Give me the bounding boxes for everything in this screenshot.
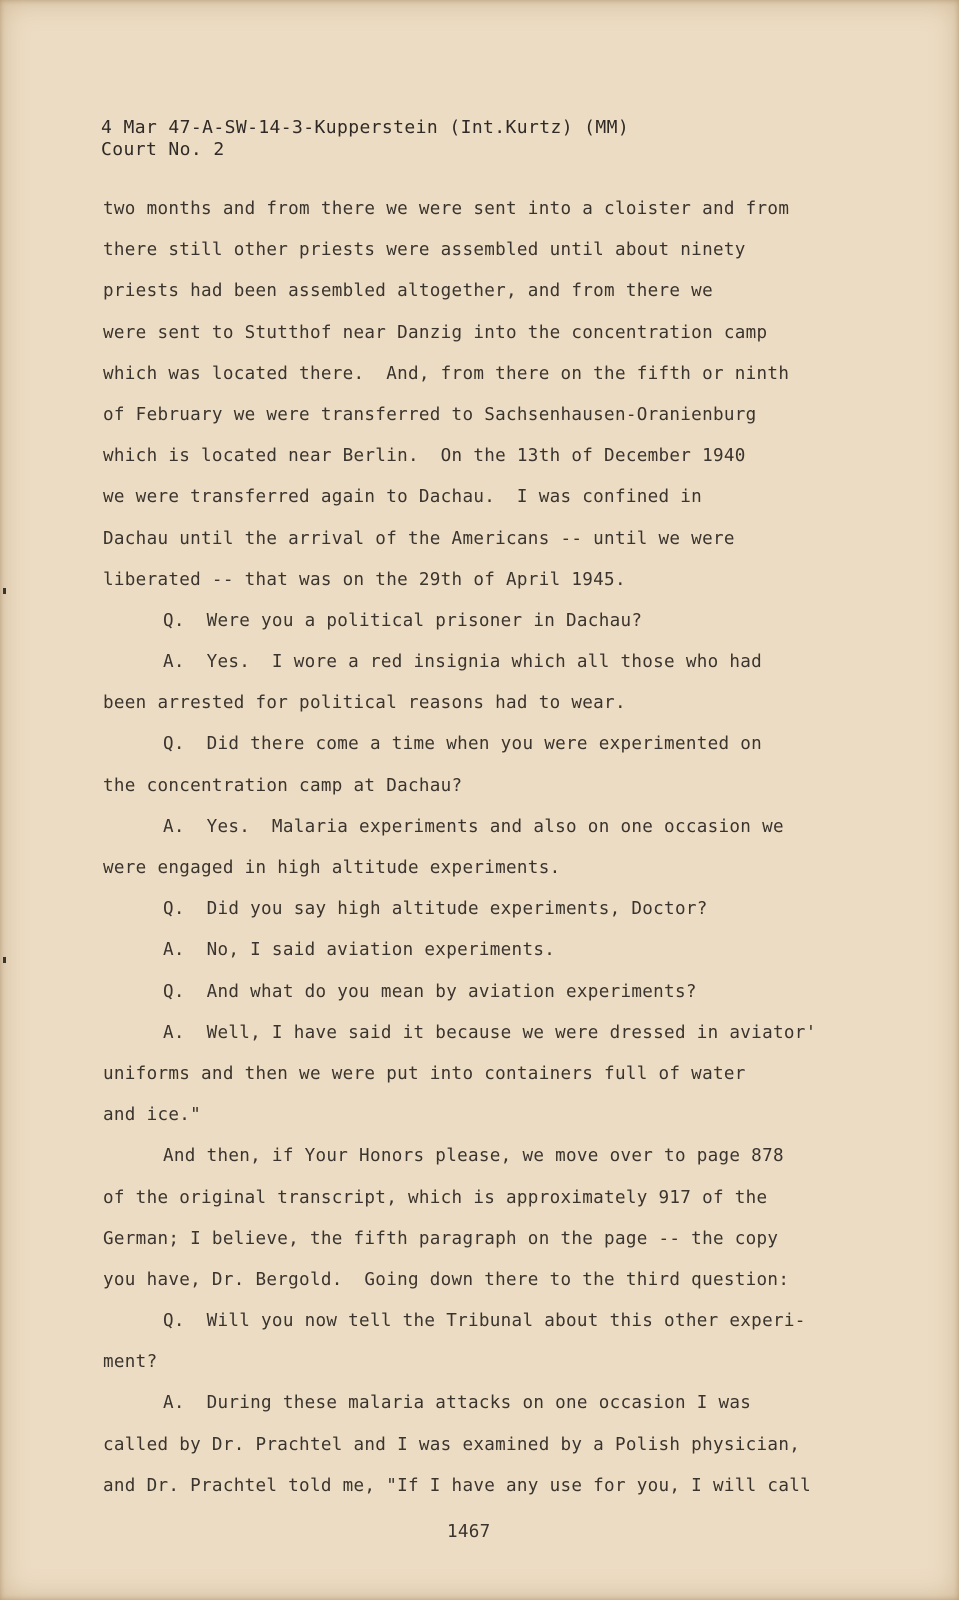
question-line: Q. Did there come a time when you were experimented on: [163, 734, 763, 755]
text-line: liberated -- that was on the 29th of April 1945.: [103, 569, 626, 590]
document-header: [101, 117, 629, 161]
text-line: you have, Dr. Bergold. Going down there to the third question:: [103, 1269, 790, 1290]
text-line: which was located there. And, from there on the fifth or ninth: [103, 363, 790, 384]
text-line: ment?: [103, 1352, 158, 1373]
text-line: of the original transcript, which is approximately 917 of the: [103, 1187, 768, 1208]
question-line: Q. And what do you mean by aviation experiments?: [163, 981, 697, 1002]
answer-line: A. Yes. I wore a red insignia which all those who had: [163, 652, 763, 673]
answer-line: A. Well, I have said it because we were dressed in aviator': [163, 1022, 817, 1043]
question-line: Q. Did you say high altitude experiments, Doctor?: [163, 899, 708, 920]
text-line: which is located near Berlin. On the 13th of December 1940: [103, 446, 746, 467]
text-line: two months and from there we were sent into a cloister and from: [103, 199, 790, 219]
text-line: Dachau until the arrival of the Americans -- until we were: [103, 528, 735, 549]
margin-mark: [3, 957, 6, 963]
text-line: of February we were transferred to Sachsenhausen-Oranienburg: [103, 404, 757, 425]
text-line: priests had been assembled altogether, and from there we: [103, 281, 713, 302]
text-line: and ice.": [103, 1105, 202, 1126]
answer-line: A. No, I said aviation experiments.: [163, 940, 556, 961]
margin-mark: [3, 588, 6, 594]
text-line: and Dr. Prachtel told me, "If I have any use for you, I will call: [103, 1475, 812, 1496]
text-line: the concentration camp at Dachau?: [103, 775, 463, 796]
text-line: German; I believe, the fifth paragraph on the page -- the copy: [103, 1228, 779, 1249]
text-line: been arrested for political reasons had to wear.: [103, 693, 626, 714]
text-line: were sent to Stutthof near Danzig into the concentration camp: [103, 322, 768, 343]
page-number: 1467: [447, 1522, 491, 1542]
question-line: Q. Will you now tell the Tribunal about this other experi-: [163, 1311, 806, 1332]
text-line: we were transferred again to Dachau. I was confined in: [103, 487, 703, 508]
text-line: called by Dr. Prachtel and I was examined by a Polish physician,: [103, 1434, 801, 1455]
transcript-body: [103, 198, 923, 1516]
text-line: were engaged in high altitude experiments.: [103, 858, 561, 878]
answer-line: A. During these malaria attacks on one occasion I was: [163, 1393, 752, 1414]
text-line: uniforms and then we were put into containers full of water: [103, 1063, 746, 1084]
header-court-line: Court No. 2: [101, 139, 225, 160]
text-line: there still other priests were assembled until about ninety: [103, 240, 746, 261]
question-line: Q. Were you a political prisoner in Dachau?: [163, 610, 643, 631]
header-reference-line: 4 Mar 47-A-SW-14-3-Kupperstein (Int.Kurtz) (MM): [101, 117, 630, 138]
paragraph-line: And then, if Your Honors please, we move over to page 878: [163, 1146, 784, 1167]
answer-line: A. Yes. Malaria experiments and also on one occasion we: [163, 816, 784, 837]
